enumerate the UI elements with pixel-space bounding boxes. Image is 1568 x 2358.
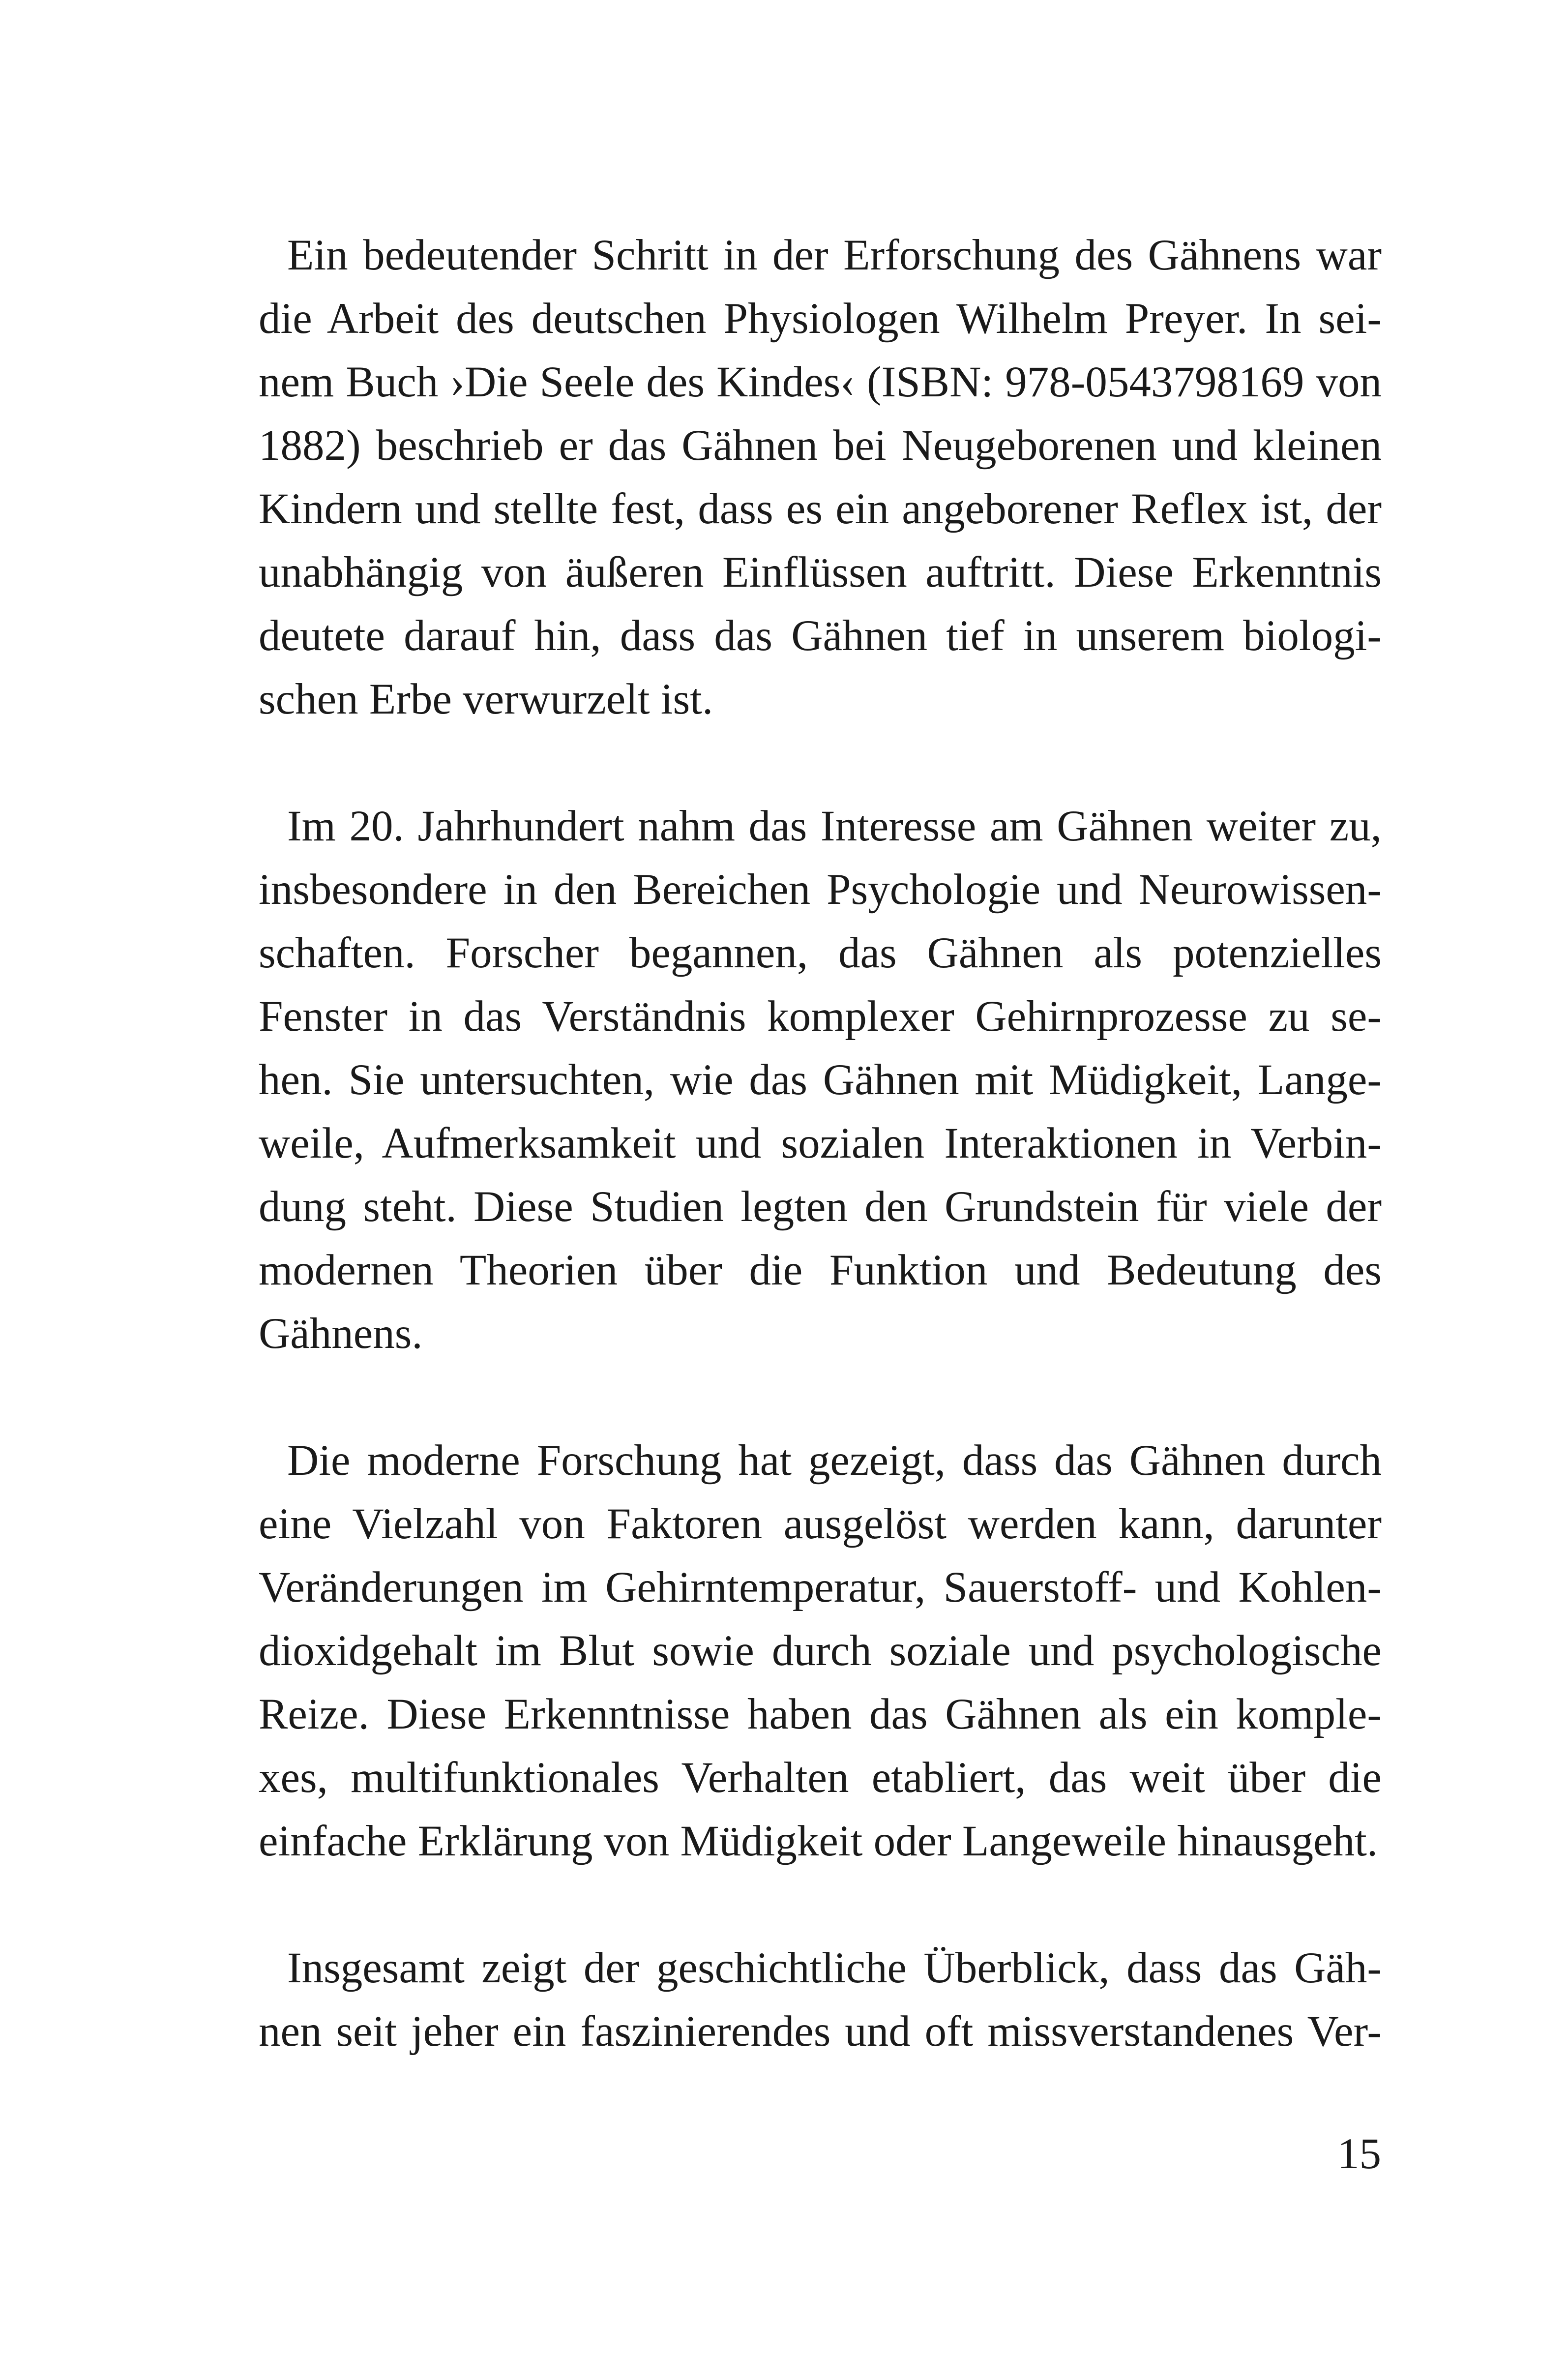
text-line: dioxidgehalt im Blut sowie durch soziale und psychologische	[259, 1627, 1382, 1675]
text-line: Reize. Diese Erkenntnisse haben das Gähnen als ein komple-	[259, 1690, 1382, 1738]
text-line: Insgesamt zeigt der geschichtliche Überblick, dass das Gäh-	[287, 1944, 1382, 1992]
page-number: 15	[1337, 2130, 1381, 2178]
text-line: hen. Sie untersuchten, wie das Gähnen mit Müdigkeit, Lange-	[259, 1056, 1382, 1104]
text-line: dung steht. Diese Studien legten den Grundstein für viele der	[259, 1183, 1382, 1231]
text-line: Die moderne Forschung hat gezeigt, dass das Gähnen durch	[287, 1436, 1382, 1485]
text-line: Fenster in das Verständnis komplexer Gehirnprozesse zu se-	[259, 992, 1382, 1041]
text-line: Im 20. Jahrhundert nahm das Interesse am Gähnen weiter zu,	[287, 802, 1382, 850]
text-line: nem Buch ›Die Seele des Kindes‹ (ISBN: 978-0543798169 von	[259, 358, 1382, 406]
text-line: schen Erbe verwurzelt ist.	[259, 675, 713, 723]
paragraph-4	[230, 1937, 1382, 2063]
text-line: modernen Theorien über die Funktion und Bedeutung des	[259, 1246, 1382, 1294]
text-line: schaften. Forscher begannen, das Gähnen als potenzielles	[259, 929, 1382, 977]
text-line: nen seit jeher ein faszinierendes und oft missverstandenes Ver-	[259, 2007, 1382, 2056]
paragraph-3	[230, 1429, 1382, 1873]
body-text	[230, 224, 1382, 2127]
text-line: Kindern und stellte fest, dass es ein angeborener Reflex ist, der	[259, 485, 1382, 533]
paragraph-1	[230, 224, 1382, 731]
text-line: die Arbeit des deutschen Physiologen Wilhelm Preyer. In sei-	[259, 295, 1382, 343]
text-line: Veränderungen im Gehirntemperatur, Sauerstoff- und Kohlen-	[259, 1563, 1382, 1612]
text-line: insbesondere in den Bereichen Psychologie und Neurowissen-	[259, 866, 1382, 914]
text-line: eine Vielzahl von Faktoren ausgelöst werden kann, darunter	[259, 1500, 1382, 1548]
text-line: Ein bedeutender Schritt in der Erforschung des Gähnens war	[287, 231, 1382, 279]
text-line: einfache Erklärung von Müdigkeit oder Langeweile hinausgeht.	[259, 1817, 1378, 1865]
text-line: xes, multifunktionales Verhalten etabliert, das weit über die	[259, 1754, 1382, 1802]
text-line: 1882) beschrieb er das Gähnen bei Neugeborenen und kleinen	[259, 421, 1382, 470]
text-line: Gähnens.	[259, 1310, 423, 1358]
text-line: deutete darauf hin, dass das Gähnen tief in unserem biologi-	[259, 612, 1382, 660]
paragraph-2	[230, 795, 1382, 1366]
text-line: unabhängig von äußeren Einflüssen auftritt. Diese Erkenntnis	[259, 548, 1382, 597]
text-line: weile, Aufmerksamkeit und sozialen Interaktionen in Verbin-	[259, 1119, 1382, 1167]
